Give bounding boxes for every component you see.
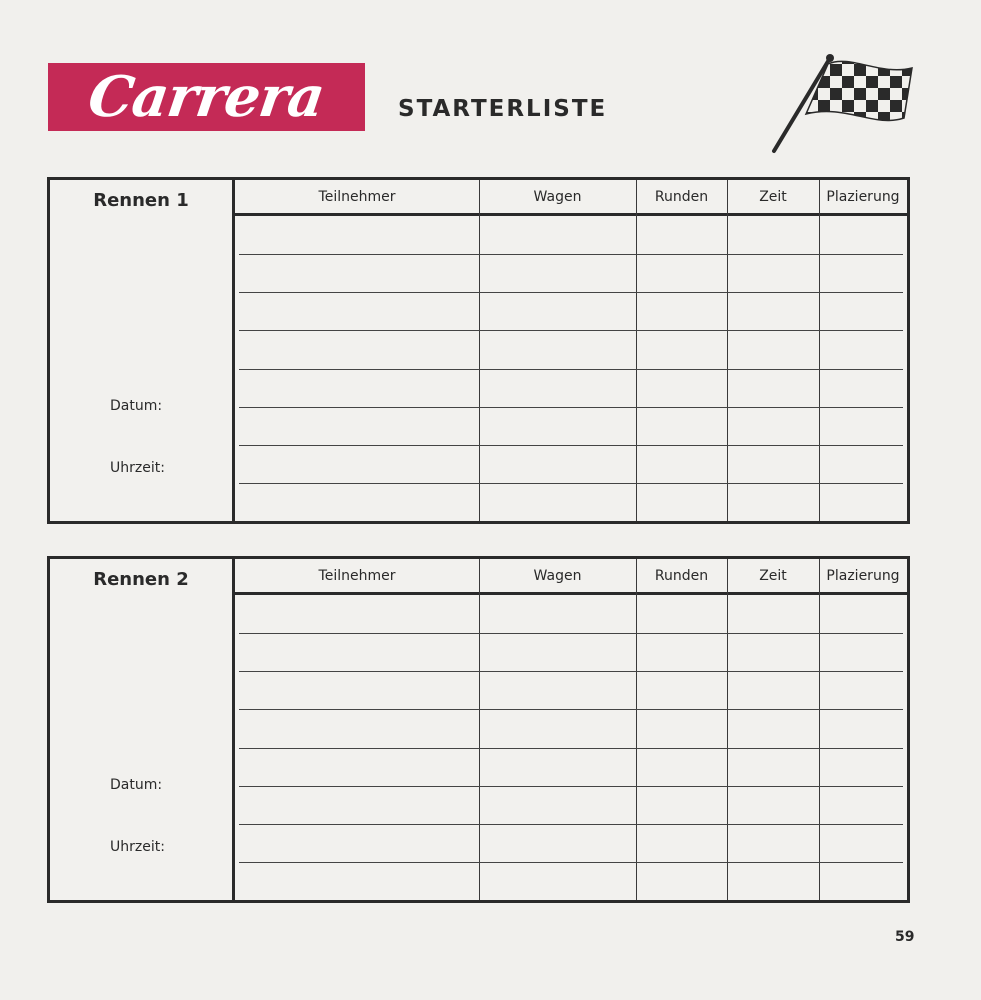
entry-row-line xyxy=(239,292,903,293)
entry-row-line xyxy=(239,330,903,331)
entry-grid xyxy=(235,180,907,521)
column-header-time: Zeit xyxy=(759,188,787,205)
entry-row-line xyxy=(239,407,903,408)
column-divider xyxy=(727,180,728,521)
race-name: Rennen 1 xyxy=(93,190,189,211)
entry-row-line xyxy=(239,633,903,634)
entry-row-line xyxy=(239,483,903,484)
entry-row-line xyxy=(239,671,903,672)
column-header-laps: Runden xyxy=(654,567,709,584)
column-header-car: Wagen xyxy=(533,567,582,584)
column-divider xyxy=(479,180,480,521)
entry-grid xyxy=(235,559,907,900)
race-info-panel xyxy=(50,180,235,521)
page-number: 59 xyxy=(895,929,915,945)
carrera-logo xyxy=(48,63,365,131)
header-divider xyxy=(235,213,907,216)
entry-row-line xyxy=(239,254,903,255)
page-title: STARTERLISTE xyxy=(398,96,608,122)
entry-row-line xyxy=(239,748,903,749)
column-divider xyxy=(727,559,728,900)
date-label: Datum: xyxy=(110,777,163,793)
column-header-car: Wagen xyxy=(533,188,582,205)
checkered-flag-icon xyxy=(770,52,915,154)
column-divider xyxy=(636,559,637,900)
race-1-table xyxy=(47,177,910,524)
column-divider xyxy=(819,559,820,900)
header-divider xyxy=(235,592,907,595)
entry-row-line xyxy=(239,709,903,710)
column-header-placement: Plazierung xyxy=(826,567,900,584)
column-header-participant: Teilnehmer xyxy=(318,567,396,584)
date-label: Datum: xyxy=(110,398,163,414)
entry-row-line xyxy=(239,862,903,863)
entry-row-line xyxy=(239,824,903,825)
race-name: Rennen 2 xyxy=(93,569,189,590)
entry-row-line xyxy=(239,786,903,787)
race-info-panel xyxy=(50,559,235,900)
entry-row-line xyxy=(239,445,903,446)
brand-name: Carrera xyxy=(84,64,329,130)
time-label: Uhrzeit: xyxy=(110,839,165,855)
column-divider xyxy=(636,180,637,521)
column-header-placement: Plazierung xyxy=(826,188,900,205)
time-label: Uhrzeit: xyxy=(110,460,165,476)
column-header-time: Zeit xyxy=(759,567,787,584)
entry-row-line xyxy=(239,369,903,370)
column-divider xyxy=(819,180,820,521)
column-header-laps: Runden xyxy=(654,188,709,205)
column-header-participant: Teilnehmer xyxy=(318,188,396,205)
race-2-table xyxy=(47,556,910,903)
column-divider xyxy=(479,559,480,900)
